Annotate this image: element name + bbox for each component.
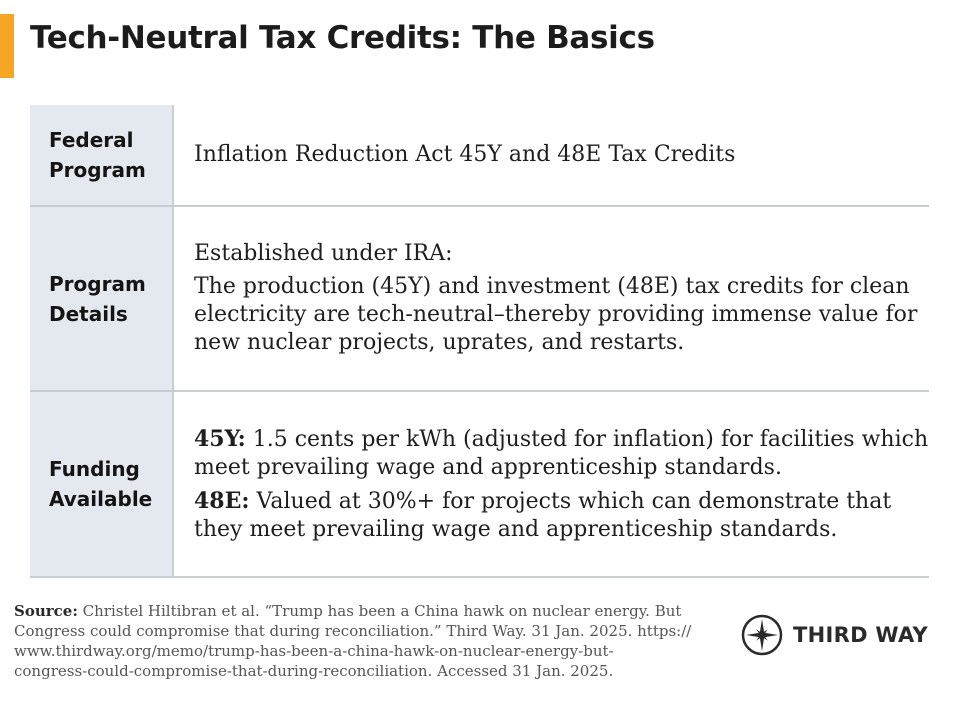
row-content bbox=[174, 207, 929, 390]
row-label-line: Available bbox=[49, 487, 153, 511]
table-row bbox=[30, 105, 929, 207]
compass-star-icon bbox=[741, 614, 783, 656]
row-content bbox=[174, 392, 929, 576]
logo-text: THIRD WAY bbox=[793, 623, 928, 647]
source-label: Source: bbox=[14, 602, 78, 620]
table-row bbox=[30, 207, 929, 392]
source-line: congress-could-compromise-that-during-reconciliation. Accessed 31 Jan. 2025. bbox=[14, 662, 614, 680]
content-paragraph: The production (45Y) and investment (48E) tax credits for clean electricity are tech-neutral–thereby providing immense value for new nuclear projects, uprates, and restarts. bbox=[194, 274, 918, 355]
accent-bar bbox=[0, 14, 14, 78]
content-paragraph: Inflation Reduction Act 45Y and 48E Tax Credits bbox=[194, 142, 736, 167]
funding-term: 45Y: bbox=[194, 425, 246, 452]
funding-text: 1.5 cents per kWh (adjusted for inflation) for facilities which meet prevailing wage and apprenticeship standards. bbox=[194, 426, 929, 480]
row-label-line: Program bbox=[49, 271, 146, 296]
row-label-line: Funding bbox=[49, 457, 140, 481]
row-label bbox=[30, 392, 174, 576]
row-label-line: Federal bbox=[49, 128, 134, 152]
content-paragraph: Established under IRA: bbox=[194, 241, 453, 266]
source-line: Congress could compromise that during reconciliation.” Third Way. 31 Jan. 2025. https:// bbox=[14, 622, 692, 640]
row-content bbox=[174, 105, 929, 205]
funding-item bbox=[194, 425, 929, 482]
row-label bbox=[30, 105, 174, 205]
funding-term: 48E: bbox=[194, 487, 250, 514]
row-label bbox=[30, 207, 174, 390]
funding-item bbox=[194, 487, 929, 544]
source-line: www.thirdway.org/memo/trump-has-been-a-china-hawk-on-nuclear-energy-but- bbox=[14, 642, 614, 660]
row-label-line: Program bbox=[49, 158, 146, 182]
third-way-logo bbox=[741, 614, 928, 656]
funding-text: Valued at 30%+ for projects which can demonstrate that they meet prevailing wage and apprenticeship standards. bbox=[194, 488, 892, 542]
row-label-line: Details bbox=[49, 301, 128, 326]
page-title: Tech-Neutral Tax Credits: The Basics bbox=[30, 20, 655, 56]
table-row bbox=[30, 392, 929, 578]
source-citation bbox=[14, 601, 714, 681]
source-line: Christel Hiltibran et al. “Trump has been a China hawk on nuclear energy. But bbox=[77, 602, 682, 620]
info-table bbox=[30, 105, 929, 578]
